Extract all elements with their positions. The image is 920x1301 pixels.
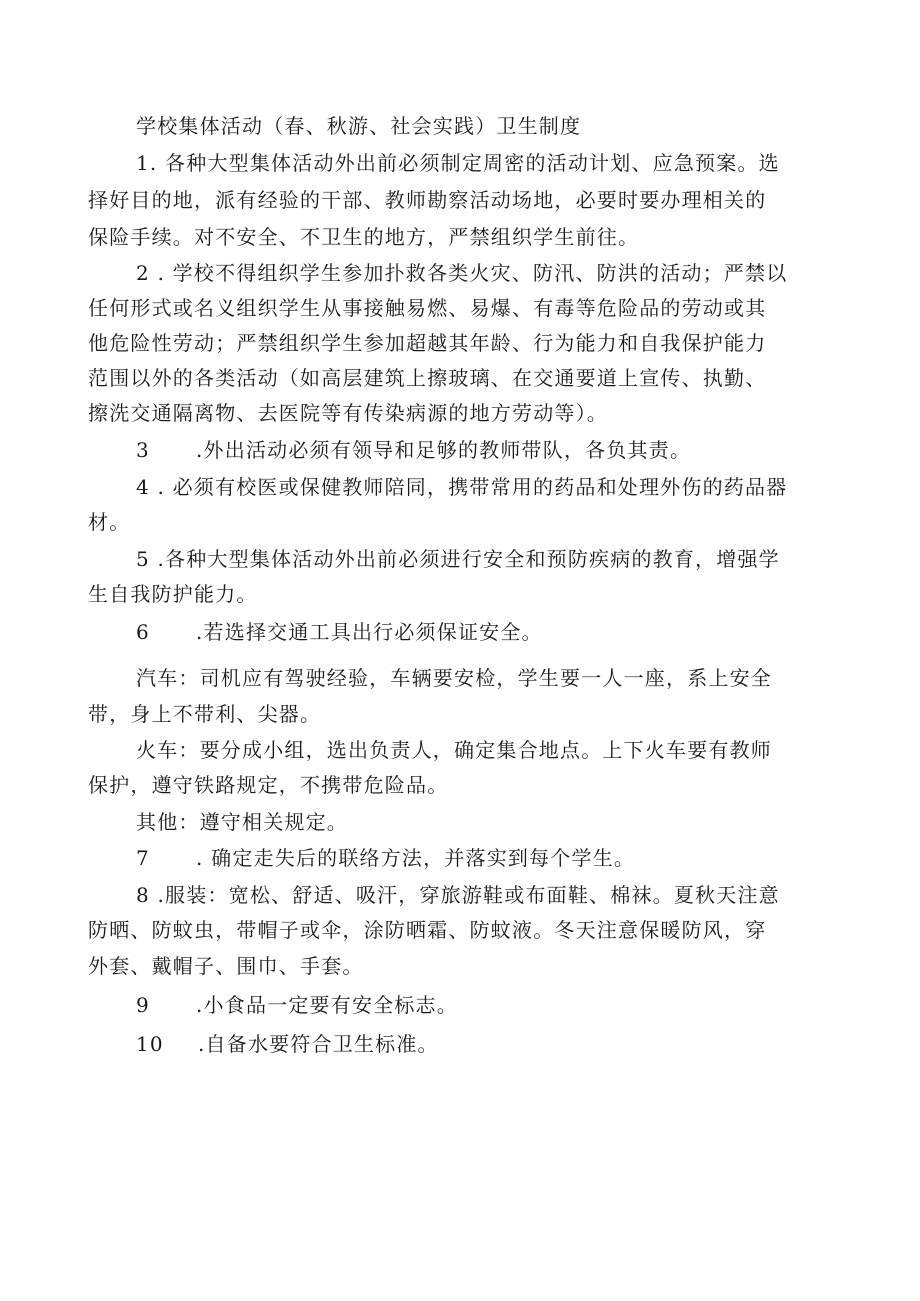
numbered-line (136, 992, 881, 1018)
numbered-line (136, 1031, 881, 1057)
item-number: 9 (136, 993, 150, 1017)
numbered-line (136, 619, 881, 645)
paragraph-line: 任何形式或名义组织学生从事接触易燃、易爆、有毒等危险品的劳动或其 (88, 296, 767, 320)
paragraph-line: 1. 各种大型集体活动外出前必须制定周密的活动计划、应急预案。选 (136, 151, 780, 175)
item-number: 7 (136, 846, 150, 870)
item-text: .小食品一定要有安全标志。 (196, 993, 458, 1017)
paragraph-line: 其他：遵守相关规定。 (136, 810, 348, 834)
item-number: 10 (136, 1032, 164, 1056)
paragraph-line: 保护，遵守铁路规定，不携带危险品。 (88, 773, 449, 797)
item-number: 3 (136, 438, 150, 462)
item-text: . 确定走失后的联络方法，并落实到每个学生。 (196, 846, 636, 870)
paragraph-line: 防晒、防蚊虫，带帽子或伞，涂防晒霜、防蚊液。冬天注意保暖防风，穿 (88, 918, 767, 942)
paragraph-line: 带，身上不带利、尖器。 (88, 702, 322, 726)
paragraph-line: 保险手续。对不安全、不卫生的地方，严禁组织学生前往。 (88, 225, 640, 249)
paragraph-line: 材。 (88, 510, 131, 534)
numbered-line (136, 437, 881, 463)
paragraph-line: 汽车：司机应有驾驶经验，车辆要安检，学生要一人一座，系上安全 (136, 666, 772, 690)
numbered-line (136, 845, 881, 871)
item-text: .自备水要符合卫生标准。 (198, 1032, 439, 1056)
paragraph-line: 4 . 必须有校医或保健教师陪同，携带常用的药品和处理外伤的药品器 (136, 475, 788, 499)
paragraph-line: 8 .服装：宽松、舒适、吸汗，穿旅游鞋或布面鞋、棉袜。夏秋天注意 (136, 883, 780, 907)
paragraph-line: 火车：要分成小组，选出负责人，确定集合地点。上下火车要有教师 (136, 738, 772, 762)
paragraph-line: 擦洗交通隔离物、去医院等有传染病源的地方劳动等）。 (88, 401, 608, 425)
paragraph-line: 择好目的地，派有经验的干部、教师勘察活动场地，必要时要办理相关的 (88, 188, 767, 212)
paragraph-line: 他危险性劳动；严禁组织学生参加超越其年龄、行为能力和自我保护能力 (88, 331, 767, 355)
paragraph-line: 生自我防护能力。 (88, 582, 258, 606)
paragraph-line: 范围以外的各类活动（如高层建筑上擦玻璃、在交通要道上宣传、执勤、 (88, 366, 767, 390)
item-number: 6 (136, 620, 150, 644)
item-text: .外出活动必须有领导和足够的教师带队，各负其责。 (196, 438, 692, 462)
paragraph-line: 外套、戴帽子、围巾、手套。 (88, 954, 364, 978)
page-title: 学校集体活动（春、秋游、社会实践）卫生制度 (136, 114, 582, 138)
paragraph-line: 2 . 学校不得组织学生参加扑救各类火灾、防汛、防洪的活动；严禁以 (136, 261, 788, 285)
item-text: .若选择交通工具出行必须保证安全。 (196, 620, 543, 644)
paragraph-line: 5 .各种大型集体活动外出前必须进行安全和预防疾病的教育，增强学 (136, 547, 780, 571)
